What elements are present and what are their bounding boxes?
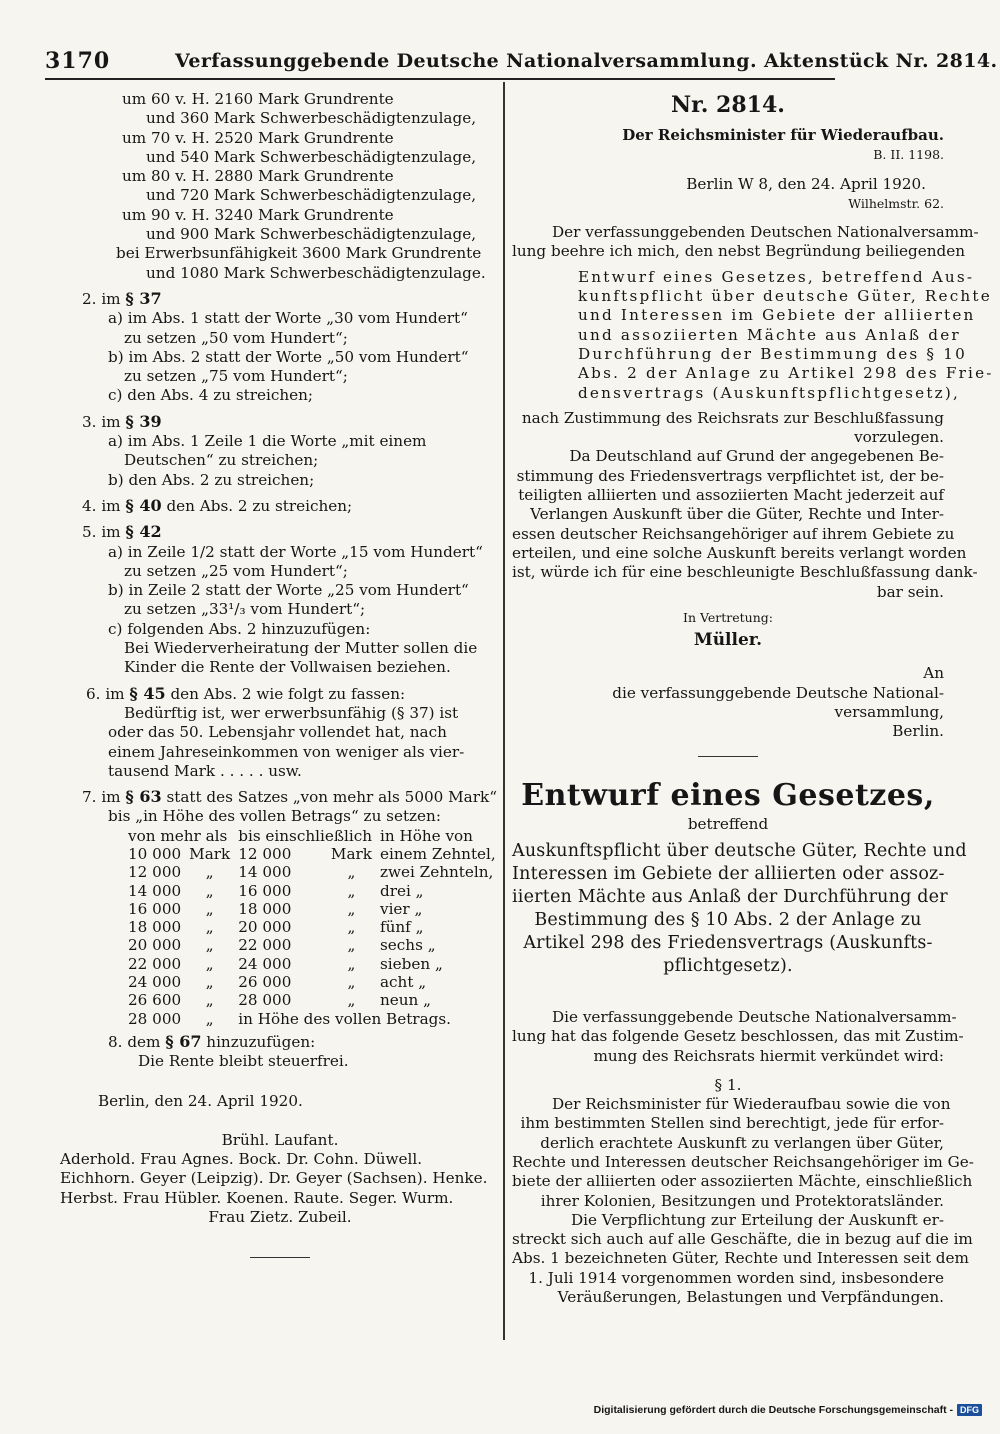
table-cell: 12 000 bbox=[128, 863, 182, 882]
item-line: Bedürftig ist, wer erwerbsunfähig (§ 37) ist bbox=[124, 703, 459, 722]
item-prefix: 5. im bbox=[82, 523, 121, 542]
item-prefix: 7. im bbox=[82, 788, 121, 807]
table-cell: vier „ bbox=[380, 899, 423, 918]
table-row bbox=[128, 918, 504, 936]
table-cell: „ bbox=[347, 918, 356, 937]
table-row bbox=[128, 973, 504, 991]
item-s67 bbox=[62, 1032, 498, 1052]
table-cell: fünf „ bbox=[380, 918, 424, 937]
draft-title-line: und assoziierten Mächte aus Anlaß der bbox=[578, 325, 961, 344]
law-subtitle-line: Interessen im Gebiete der alliierten oder assoz- bbox=[512, 863, 945, 884]
reason-line: Da Deutschland auf Grund der angegebenen Be- bbox=[569, 447, 944, 466]
table-row bbox=[128, 1010, 504, 1028]
law-subtitle-block bbox=[512, 840, 967, 978]
draft-title-line: Abs. 2 der Anlage zu Artikel 298 des Frie- bbox=[578, 364, 994, 383]
reason-line: essen deutscher Reichsangehöriger auf ihrem Gebiete zu bbox=[512, 524, 955, 543]
item-line: Bei Wiederverheiratung der Mutter sollen die bbox=[124, 639, 478, 658]
draft-title-line: Entwurf eines Gesetzes, betreffend Aus- bbox=[578, 267, 975, 286]
digitization-credit bbox=[594, 1404, 982, 1416]
table-cell: 24 000 bbox=[128, 973, 182, 992]
item-s37 bbox=[62, 289, 498, 309]
addressee-line: Berlin. bbox=[892, 722, 944, 741]
para2-line: Veräußerungen, Belastungen und Verpfändungen. bbox=[557, 1288, 944, 1307]
table-cell: 28 000 bbox=[238, 991, 292, 1010]
table-cell: 22 000 bbox=[128, 954, 182, 973]
item-line: oder das 50. Lebensjahr vollendet hat, nach bbox=[108, 723, 447, 742]
table-cell: „ bbox=[205, 918, 214, 937]
enact-line: Die verfassunggebende Deutsche Nationalversamm- bbox=[552, 1007, 957, 1026]
draft-title-line: und Interessen im Gebiete der alliierten bbox=[578, 306, 976, 325]
item-rest: den Abs. 2 wie folgt zu fassen: bbox=[170, 684, 406, 703]
signers-line: Aderhold. Frau Agnes. Bock. Dr. Cohn. Düwell. bbox=[60, 1150, 423, 1169]
para1-line: ihm bestimmten Stellen sind berechtigt, jede für erfor- bbox=[520, 1114, 944, 1133]
para2-line: Die Verpflichtung zur Erteilung der Auskunft er- bbox=[570, 1210, 944, 1229]
reason-line: bar sein. bbox=[876, 582, 944, 601]
after-draft-line: vorzulegen. bbox=[854, 428, 944, 447]
table-cell: „ bbox=[347, 954, 356, 973]
table-cell: 26 600 bbox=[128, 991, 182, 1010]
reason-line: erteilen, und eine solche Auskunft bereits verlangt worden bbox=[512, 543, 967, 562]
table-row bbox=[128, 845, 504, 863]
section-number: § 67 bbox=[165, 1031, 202, 1051]
item-line: a) im Abs. 1 statt der Worte „30 vom Hundert“ bbox=[108, 309, 468, 328]
page-header bbox=[45, 48, 998, 78]
reason-line: Verlangen Auskunft über die Güter, Rechte und Inter- bbox=[530, 505, 944, 524]
signer-name: Müller. bbox=[693, 630, 763, 651]
item-line: zu setzen „33¹/₃ vom Hundert“; bbox=[124, 600, 366, 619]
item-line: a) in Zeile 1/2 statt der Worte „15 vom Hundert“ bbox=[108, 542, 483, 561]
table-header: von mehr als bbox=[128, 826, 228, 845]
table-cell: „ bbox=[205, 1009, 214, 1028]
rent-line: und 900 Mark Schwerbeschädigtenzulage, bbox=[146, 225, 477, 244]
item-prefix: 2. im bbox=[82, 289, 121, 308]
table-row bbox=[128, 863, 504, 881]
table-cell: Mark bbox=[189, 844, 231, 863]
para2-line: Abs. 1 bezeichneten Güter, Rechte und Interessen seit dem bbox=[512, 1249, 969, 1268]
place-date: Berlin W 8, den 24. April 1920. bbox=[686, 174, 926, 193]
table-row bbox=[128, 882, 504, 900]
table-cell: 18 000 bbox=[128, 918, 182, 937]
item-line: Kinder die Rente der Vollwaisen beziehen. bbox=[124, 658, 451, 677]
rent-line: um 80 v. H. 2880 Mark Grundrente bbox=[122, 167, 394, 186]
rates-table bbox=[128, 827, 504, 1028]
para1-line: biete der alliierten oder assoziierten Mächte, einschließlich bbox=[512, 1172, 973, 1191]
table-cell: zwei Zehnteln, bbox=[380, 863, 494, 882]
table-cell: 22 000 bbox=[238, 936, 292, 955]
section-number: § 39 bbox=[125, 411, 162, 431]
table-cell: „ bbox=[205, 899, 214, 918]
intro-line: Der verfassunggebenden Deutschen Nationalversamm- bbox=[552, 223, 979, 242]
intro-line: lung beehre ich mich, den nebst Begründung beiliegenden bbox=[512, 242, 966, 261]
item-prefix: 8. dem bbox=[108, 1032, 161, 1051]
table-cell: „ bbox=[347, 863, 356, 882]
section-number: § 45 bbox=[129, 683, 166, 703]
signers-line: Eichhorn. Geyer (Leipzig). Dr. Geyer (Sachsen). Henke. bbox=[60, 1169, 488, 1188]
item-line: b) in Zeile 2 statt der Worte „25 vom Hundert“ bbox=[108, 581, 469, 600]
para1-line: Der Reichsminister für Wiederaufbau sowie die von bbox=[552, 1095, 951, 1114]
table-cell: „ bbox=[347, 936, 356, 955]
table-cell: 16 000 bbox=[238, 881, 292, 900]
law-subtitle-line: Artikel 298 des Friedensvertrags (Auskunfts- bbox=[523, 932, 933, 953]
draft-title-block bbox=[512, 267, 994, 403]
item-s40 bbox=[62, 496, 498, 516]
enact-line: lung hat das folgende Gesetz beschlossen, das mit Zustim- bbox=[512, 1027, 964, 1046]
table-cell: 14 000 bbox=[128, 881, 182, 900]
paragraph-heading: § 1. bbox=[714, 1075, 742, 1094]
divider bbox=[250, 1257, 310, 1258]
reason-line: ist, würde ich für eine beschleunigte Beschlußfassung dank- bbox=[512, 563, 978, 582]
section-number: § 63 bbox=[125, 787, 162, 807]
item-prefix: 3. im bbox=[82, 412, 121, 431]
rent-line: um 70 v. H. 2520 Mark Grundrente bbox=[122, 128, 394, 147]
para1-line: derlich erachtete Auskunft zu verlangen über Güter, bbox=[540, 1133, 944, 1152]
column-divider bbox=[503, 82, 505, 1340]
table-cell: sieben „ bbox=[380, 954, 443, 973]
table-cell: in Höhe des vollen Betrags. bbox=[238, 1009, 451, 1028]
item-s39 bbox=[62, 412, 498, 432]
item-line: einem Jahreseinkommen von weniger als vier- bbox=[108, 742, 465, 761]
rent-line: und 360 Mark Schwerbeschädigtenzulage, bbox=[146, 109, 477, 128]
section-number: § 40 bbox=[125, 495, 162, 515]
item-rest: hinzuzufügen: bbox=[206, 1032, 316, 1051]
item-line: c) den Abs. 4 zu streichen; bbox=[108, 386, 313, 405]
table-cell: „ bbox=[205, 973, 214, 992]
table-row bbox=[128, 991, 504, 1009]
after-draft-line: nach Zustimmung des Reichsrats zur Beschlußfassung bbox=[521, 408, 944, 427]
page-number: 3170 bbox=[45, 48, 111, 74]
table-cell: 26 000 bbox=[238, 973, 292, 992]
item-line: zu setzen „50 vom Hundert“; bbox=[124, 328, 348, 347]
item-line: b) im Abs. 2 statt der Worte „50 vom Hundert“ bbox=[108, 347, 469, 366]
table-row bbox=[128, 900, 504, 918]
table-cell: 16 000 bbox=[128, 899, 182, 918]
item-line: bis „in Höhe des vollen Betrags“ zu setzen: bbox=[108, 807, 441, 826]
header-rule bbox=[45, 78, 835, 80]
right-column bbox=[512, 90, 994, 1307]
table-row bbox=[128, 955, 504, 973]
table-header: in Höhe von bbox=[380, 826, 473, 845]
table-cell: 24 000 bbox=[238, 954, 292, 973]
document-number: Nr. 2814. bbox=[671, 92, 785, 118]
law-title: Entwurf eines Gesetzes, bbox=[521, 777, 935, 813]
law-subtitle-line: pflichtgesetz). bbox=[663, 955, 793, 976]
item-line: tausend Mark . . . . . usw. bbox=[108, 761, 302, 780]
reason-line: teiligten alliierten und assoziierten Macht jederzeit auf bbox=[518, 486, 944, 505]
item-s45 bbox=[62, 684, 498, 704]
law-subtitle-line: iierten Mächte aus Anlaß der Durchführung der bbox=[512, 886, 948, 907]
law-subtitle-line: Auskunftspflicht über deutsche Güter, Rechte und bbox=[512, 840, 967, 861]
section-number: § 37 bbox=[125, 288, 162, 308]
item-line: Deutschen“ zu streichen; bbox=[124, 451, 319, 470]
item-s63 bbox=[62, 787, 498, 807]
table-cell: „ bbox=[205, 936, 214, 955]
rent-line: um 90 v. H. 3240 Mark Grundrente bbox=[122, 205, 394, 224]
item-line: zu setzen „25 vom Hundert“; bbox=[124, 561, 348, 580]
table-cell: Mark bbox=[330, 844, 372, 863]
rent-block bbox=[62, 90, 498, 283]
item-line: zu setzen „75 vom Hundert“; bbox=[124, 367, 348, 386]
para2-line: streckt sich auch auf alle Geschäfte, die in bezug auf die im bbox=[512, 1230, 973, 1249]
table-cell: drei „ bbox=[380, 881, 424, 900]
section-number: § 42 bbox=[125, 522, 162, 542]
dfg-logo-icon: DFG bbox=[957, 1404, 982, 1416]
reason-line: stimmung des Friedensvertrags verpflichtet ist, der be- bbox=[516, 466, 944, 485]
para1-line: Rechte und Interessen deutscher Reichsangehöriger im Ge- bbox=[512, 1152, 974, 1171]
para1-line: ihrer Kolonien, Besitzungen und Protektoratsländer. bbox=[540, 1191, 944, 1210]
law-subtitle-line: Bestimmung des § 10 Abs. 2 der Anlage zu bbox=[534, 909, 922, 930]
table-header: bis einschließlich bbox=[238, 826, 372, 845]
table-cell: 14 000 bbox=[238, 863, 292, 882]
running-title: Verfassunggebende Deutsche Nationalversammlung. Aktenstück Nr. 2814. bbox=[175, 50, 998, 72]
table-cell: acht „ bbox=[380, 973, 427, 992]
table-cell: sechs „ bbox=[380, 936, 436, 955]
credit-text: Digitalisierung gefördert durch die Deutsche Forschungsgemeinschaft - bbox=[593, 1404, 953, 1416]
item-line: Die Rente bleibt steuerfrei. bbox=[138, 1052, 349, 1071]
law-betreffend: betreffend bbox=[687, 814, 769, 833]
street: Wilhelmstr. 62. bbox=[848, 195, 944, 211]
item-rest: den Abs. 2 zu streichen; bbox=[166, 496, 353, 515]
table-cell: „ bbox=[205, 954, 214, 973]
item-line: b) den Abs. 2 zu streichen; bbox=[108, 470, 315, 489]
minister-title: Der Reichsminister für Wiederaufbau. bbox=[622, 126, 944, 144]
table-cell: „ bbox=[205, 991, 214, 1010]
rent-line: bei Erwerbsunfähigkeit 3600 Mark Grundrente bbox=[116, 244, 482, 263]
addressee-line: versammlung, bbox=[834, 703, 944, 722]
signers-head: Brühl. Laufant. bbox=[221, 1130, 339, 1149]
table-cell: „ bbox=[347, 991, 356, 1010]
reference: B. II. 1198. bbox=[873, 147, 944, 163]
draft-title-line: Durchführung der Bestimmung des § 10 bbox=[578, 344, 967, 363]
table-header-row bbox=[128, 827, 504, 845]
table-cell: „ bbox=[347, 881, 356, 900]
draft-title-line: kunftspflicht über deutsche Güter, Rechte bbox=[578, 287, 992, 306]
in-vertretung: In Vertretung: bbox=[683, 609, 773, 625]
table-row bbox=[128, 936, 504, 954]
item-rest: statt des Satzes „von mehr als 5000 Mark“ bbox=[166, 788, 497, 807]
item-s42 bbox=[62, 522, 498, 542]
item-line: a) im Abs. 1 Zeile 1 die Worte „mit einem bbox=[108, 432, 427, 451]
enact-line: mung des Reichsrats hiermit verkündet wird: bbox=[593, 1046, 944, 1065]
rent-line: und 540 Mark Schwerbeschädigtenzulage, bbox=[146, 147, 477, 166]
table-cell: 20 000 bbox=[238, 918, 292, 937]
table-cell: 10 000 bbox=[128, 844, 182, 863]
para2-line: 1. Juli 1914 vorgenommen worden sind, insbesondere bbox=[528, 1268, 944, 1287]
table-cell: „ bbox=[347, 899, 356, 918]
signers-line: Frau Zietz. Zubeil. bbox=[208, 1208, 352, 1227]
table-cell: neun „ bbox=[380, 991, 432, 1010]
draft-title-line: densvertrags (Auskunftspflichtgesetz), bbox=[578, 383, 961, 402]
table-cell: „ bbox=[205, 881, 214, 900]
table-cell: einem Zehntel, bbox=[380, 844, 496, 863]
rent-line: und 720 Mark Schwerbeschädigtenzulage, bbox=[146, 186, 477, 205]
item-prefix: 4. im bbox=[82, 496, 121, 515]
table-cell: 12 000 bbox=[238, 844, 292, 863]
left-column bbox=[62, 90, 498, 1258]
table-cell: 18 000 bbox=[238, 899, 292, 918]
table-cell: 20 000 bbox=[128, 936, 182, 955]
rent-line: und 1080 Mark Schwerbeschädigtenzulage. bbox=[146, 263, 486, 282]
rent-line: um 60 v. H. 2160 Mark Grundrente bbox=[122, 90, 394, 108]
addressee-line: die verfassunggebende Deutsche National- bbox=[612, 683, 944, 702]
date-line: Berlin, den 24. April 1920. bbox=[98, 1091, 303, 1110]
item-line: c) folgenden Abs. 2 hinzuzufügen: bbox=[108, 619, 371, 638]
item-prefix: 6. im bbox=[86, 684, 125, 703]
addressee-an: An bbox=[923, 664, 944, 683]
table-cell: 28 000 bbox=[128, 1009, 182, 1028]
signers-line: Herbst. Frau Hübler. Koenen. Raute. Seger. Wurm. bbox=[60, 1188, 454, 1207]
table-cell: „ bbox=[347, 973, 356, 992]
table-cell: „ bbox=[205, 863, 214, 882]
